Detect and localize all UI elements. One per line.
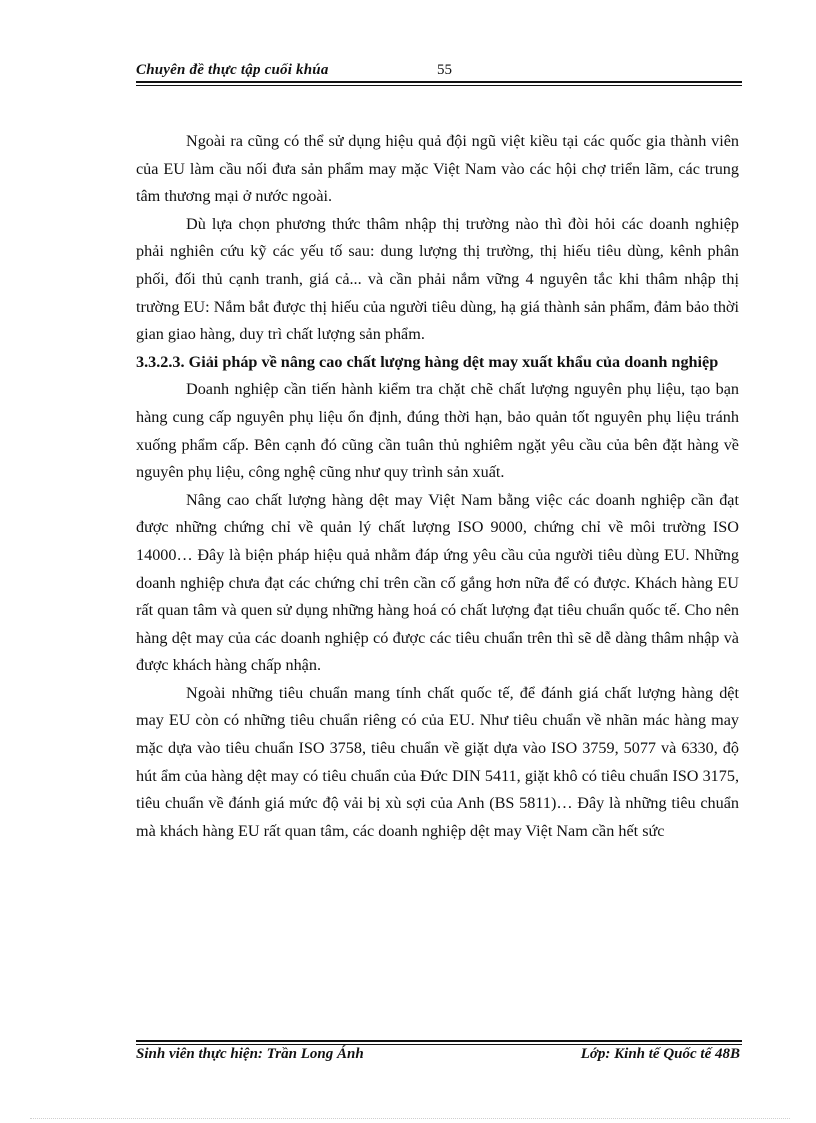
page-header [136, 58, 742, 82]
paragraph-2: Dù lựa chọn phương thức thâm nhập thị trường nào thì đòi hỏi các doanh nghiệp phải nghiên cứu kỹ các yếu tố sau: dung lượng thị trường, thị hiếu tiêu dùng, kênh phân phối, đối thủ cạnh tranh, giá cả... và cần phải nắm vững 4 nguyên tắc khi thâm nhập thị trường EU: Nắm bắt được thị hiếu của người tiêu dùng, hạ giá thành sản phẩm, đảm bảo thời gian giao hàng, duy trì chất lượng sản phẩm. [136, 214, 739, 344]
page-footer [136, 1046, 742, 1068]
section-heading: 3.3.2.3. Giải pháp về nâng cao chất lượng hàng dệt may xuất khẩu của doanh nghiệp [136, 352, 719, 371]
page-number: 55 [437, 62, 452, 78]
paragraph-3: Doanh nghiệp cần tiến hành kiểm tra chặt chẽ chất lượng nguyên phụ liệu, tạo bạn hàng cung cấp nguyên phụ liệu ổn định, đúng thời hạn, bảo quản tốt nguyên phụ liệu tránh xuống phẩm cấp. Bên cạnh đó cũng cần tuân thủ nghiêm ngặt yêu cầu của bên đặt hàng về nguyên phụ liệu, công nghệ cũng như quy trình sản xuất. [136, 380, 739, 482]
header-rule-thin [136, 85, 742, 86]
page-body [136, 128, 739, 845]
footer-student: Sinh viên thực hiện: Trần Long Ánh [136, 1046, 364, 1062]
footer-rule-thin [136, 1044, 742, 1045]
paragraph-5: Ngoài những tiêu chuẩn mang tính chất quốc tế, để đánh giá chất lượng hàng dệt may EU còn có những tiêu chuẩn riêng có của EU. Như tiêu chuẩn về nhãn mác hàng may mặc dựa vào tiêu chuẩn ISO 3758, tiêu chuẩn về giặt dựa vào ISO 3759, 5077 và 6330, độ hút ẩm của hàng dệt may có tiêu chuẩn của Đức DIN 5411, giặt khô có tiêu chuẩn ISO 3175, tiêu chuẩn về đánh giá mức độ vải bị xù sợi của Anh (BS 5811)… Đây là những tiêu chuẩn mà khách hàng EU rất quan tâm, các doanh nghiệp dệt may Việt Nam cần hết sức [136, 683, 739, 840]
paragraph-1: Ngoài ra cũng có thể sử dụng hiệu quả đội ngũ việt kiều tại các quốc gia thành viên của EU làm cầu nối đưa sản phẩm may mặc Việt Nam vào các hội chợ triển lãm, các trung tâm thương mại ở nước ngoài. [136, 132, 739, 206]
header-rule-thick [136, 81, 742, 83]
paragraph-4: Nâng cao chất lượng hàng dệt may Việt Nam bằng việc các doanh nghiệp cần đạt được những chứng chỉ về quản lý chất lượng ISO 9000, chứng chỉ về môi trường ISO 14000… Đây là biện pháp hiệu quả nhằm đáp ứng yêu cầu của người tiêu dùng EU. Những doanh nghiệp chưa đạt các chứng chỉ trên cần cố gắng hơn nữa để có được. Khách hàng EU rất quan tâm và quen sử dụng những hàng hoá có chất lượng đạt tiêu chuẩn quốc tế. Cho nên hàng dệt may của các doanh nghiệp có được các tiêu chuẩn trên thì sẽ dễ dàng thâm nhập và được khách hàng chấp nhận. [136, 490, 739, 675]
page-edge-divider [30, 1118, 790, 1119]
footer-class: Lớp: Kinh tế Quốc tế 48B [580, 1046, 740, 1062]
header-title: Chuyên đề thực tập cuối khúa [136, 62, 329, 78]
footer-rule-thick [136, 1040, 742, 1042]
